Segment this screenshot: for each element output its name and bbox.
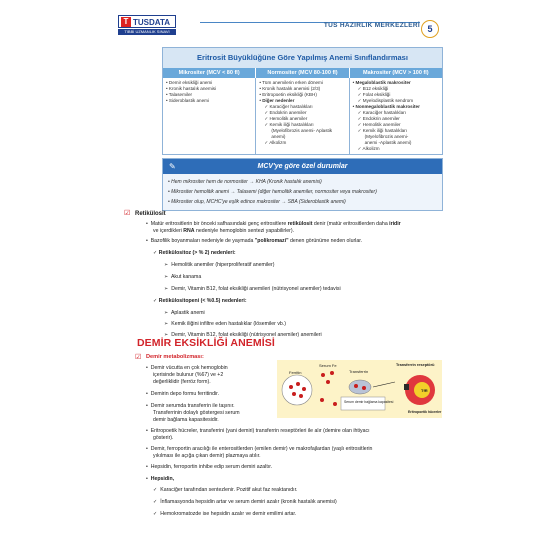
list-item: ✓ Karaciğer tarafından sentezlenir. Pozitif akut faz reaktanıdır.	[153, 487, 298, 493]
iron-dot	[292, 392, 296, 396]
list-item: • Eritropoetin eksikliği (KBH)	[259, 92, 317, 97]
receptor-icon	[404, 384, 409, 390]
ferritin-label: Ferritin	[289, 370, 302, 375]
column-normocytic	[256, 78, 349, 154]
list-item: anemi)	[271, 134, 286, 139]
list-item: ✓ Karaciğer hastalıkları	[357, 110, 406, 115]
list-item: ✓ Folat eksikliği	[357, 92, 391, 97]
list-item: ✓ Alkolizm	[357, 146, 380, 151]
list-item: • Nonmegaloblastik makrositer	[352, 104, 420, 109]
paragraph: demir bağlama kapasitesidir.	[153, 417, 219, 423]
tibc-label: Serum demir bağlama kapasitesi	[344, 400, 394, 404]
paragraph: • Matür eritrositlerin bir önceki safhasındaki genç eritrositlere retikülosit denir (matür eritrositlerden daha iridir	[146, 221, 401, 227]
checkbox-icon: ☑	[135, 354, 142, 361]
iron-dot	[289, 385, 293, 389]
logo-subtitle: TIBBİ UZMANLIK SINAVI	[118, 29, 176, 35]
header-section-title: TUS HAZIRLIK MERKEZLERİ	[323, 22, 420, 29]
iron-dot	[333, 402, 337, 406]
iron-dot	[320, 398, 324, 402]
list-item: ✓ Endokrin anemiler	[357, 116, 400, 121]
column-header-microcytic: Mikrositer (MCV < 80 fl)	[163, 68, 256, 78]
heading: ✓ Retikülositoz (> % 2) nedenleri:	[153, 250, 236, 256]
list-item: ✓ Endokrin anemiler	[264, 110, 307, 115]
list-item: • Kronik hastalık anemisi (2/3)	[259, 86, 321, 91]
list-item: ✓ Kemik iliği hastalıkları	[357, 128, 407, 133]
mcv-special-cases-box	[162, 158, 443, 211]
tfr-label: TfR	[421, 388, 428, 393]
column-header-macrocytic: Makrositer (MCV > 100 fl)	[350, 68, 442, 78]
logo-box	[118, 15, 176, 28]
list-item: ➢ Akut kanama	[164, 274, 202, 280]
retikulosit-title: Retikülosit	[135, 211, 166, 217]
iron-dot	[299, 394, 303, 398]
list-item: (Myelofibrozis anemi- Aplastik	[271, 128, 333, 133]
transferrin-molecule	[349, 380, 371, 394]
subheading: Demir metabolizması:	[146, 354, 204, 360]
eritropoetik-label: Eritropoetik hücreler	[408, 410, 442, 414]
anemia-classification-table	[162, 47, 443, 155]
mcv-box-header	[163, 159, 442, 174]
pencil-icon: ✎	[169, 162, 176, 171]
iron-dot	[330, 371, 334, 375]
list-item: ✓ Hemokromatozde ise hepsidin azalır ve demir emilimi artar.	[153, 511, 297, 517]
list-item: ✓ Hemolitik anemiler	[264, 116, 308, 121]
tusdata-logo	[118, 15, 176, 37]
serum-fe-label: Serum Fe	[319, 363, 337, 368]
section-title: DEMİR EKSİKLİĞİ ANEMİSİ	[137, 337, 275, 349]
list-item: • Tüm anemilerin erken dönemi	[259, 80, 323, 85]
mcv-box-body	[163, 174, 442, 210]
paragraph: • Hepsidin,	[146, 476, 175, 482]
paragraph: değerliklidir (ferröz form).	[153, 379, 211, 385]
paragraph: • Bazofilik boyanmaları nedeniyle de yaymada "polikromazi" denen görünüme neden olurlar.	[146, 238, 363, 244]
iron-dot	[302, 387, 306, 391]
paragraph: • Demir serumda transferrin ile taşınır.	[146, 403, 235, 409]
iron-metabolism-figure	[277, 360, 442, 418]
paragraph: • Demir, ferroportin aracılığı ile enterositlerden (emilen demir) ve makrofajlardan (yaşlı eritrositlerin	[146, 446, 373, 452]
list-item: ✓ Kemik iliği hastalıkları	[264, 122, 314, 127]
list-item: ✓ B12 eksikliği	[357, 86, 389, 91]
paragraph: • Hepsidin, ferroportin inhibe edip serum demiri azaltır.	[146, 464, 273, 470]
list-item: ✓ Alkolizm	[264, 140, 287, 145]
paragraph: • Demirin depo formu ferritindir.	[146, 391, 220, 397]
list-item: • Diğer nedenler	[259, 98, 295, 103]
list-item: • Mikrositer hemolitik anemi → Talasemi (diğer hemolitik anemiler, normositer veya makrositer)	[168, 189, 377, 195]
list-item: (Myelofibrozis anemi-	[364, 134, 409, 139]
paragraph: içerisinde bulunur (%67) ve +2	[153, 372, 224, 378]
list-item: ➢ Kemik iliğini infiltre eden hastalıklar (lösemiler vb.)	[164, 321, 286, 327]
iron-dot	[321, 373, 325, 377]
list-item: ➢ Demir, Vitamin B12, folat eksikliği anemileri (nütrisyonel anemiler) tedavisi	[164, 286, 341, 292]
paragraph: ve içerdikleri RNA nedeniyle hemoglobin sentezi yapabilirler).	[153, 228, 295, 234]
paragraph: Transferrinin dolaylı göstergesi serum	[153, 410, 240, 416]
list-item: ✓ Karaciğer hastalıkları	[264, 104, 313, 109]
checkbox-icon: ☑	[124, 210, 131, 217]
list-item: • Hem mikrositer hem de normositer → KHA (Kronik hastalık anemisi)	[168, 179, 322, 185]
iron-dot	[326, 380, 330, 384]
page-number: 5	[421, 20, 439, 38]
list-item: anemi -Aplastik anemi)	[364, 140, 412, 145]
iron-dot	[362, 386, 366, 390]
paragraph: • Demir vücutta en çok hemoglobin	[146, 365, 228, 371]
list-item: ✓ Hemolitik anemiler	[357, 122, 401, 127]
list-item: • Sideroblastik anemi	[166, 98, 209, 103]
heading: ✓ Retikülositopeni (< %0.5) nedenleri:	[153, 298, 247, 304]
paragraph: • Eritropoetik hücreler, transferrini (yani demiri) transferrin reseptörleri ile alır (demire olan ihtiyacı	[146, 428, 370, 434]
iron-dot	[354, 384, 358, 388]
list-item: • Demir eksikliği anemi	[166, 80, 213, 85]
transferrin-label: Transferrin	[349, 369, 369, 374]
paragraph: gösterir).	[153, 435, 174, 441]
logo-text: TUSDATA	[133, 18, 171, 27]
column-microcytic	[163, 78, 256, 154]
ferritin-shell	[282, 375, 312, 405]
logo-mark-icon: T	[121, 17, 131, 27]
list-item: ➢ Aplastik anemi	[164, 310, 205, 316]
list-item: • Megaloblastik makrositer	[352, 80, 411, 85]
list-item: ✓ Myelodisplastik sendrom	[357, 98, 414, 103]
list-item: ✓ İnflamasyonda hepsidin artar ve serum demiri azalır (kronik hastalık anemisi)	[153, 499, 337, 505]
column-macrocytic	[350, 78, 442, 154]
tfr-title-label: Transferrin reseptörü	[396, 363, 435, 367]
list-item: • Kronik hastalık anemisi	[166, 86, 217, 91]
list-item: ➢ Demir, Vitamin B12, folat eksikliği (nütrisyonel anemiler) anemileri	[164, 332, 322, 338]
iron-dot	[296, 382, 300, 386]
paragraph: yıkılması ile açığa çıkan demir) plazmaya atılır.	[153, 453, 261, 459]
table-title: Eritrosit Büyüklüğüne Göre Yapılmış Anemi Sınıflandırması	[163, 48, 442, 68]
list-item: • Talasemiler	[166, 92, 193, 97]
list-item: • Mikrositer olup, MCHC'ye eşlik edince makrositer → SBA (Sideroblastik anemi)	[168, 199, 346, 205]
mcv-box-title: MCV'ye göre özel durumlar	[257, 163, 348, 170]
list-item: ➢ Hemolitik anemiler (hiperproliferatif anemiler)	[164, 262, 275, 268]
column-header-normocytic: Normositer (MCV 80-100 fl)	[256, 68, 349, 78]
